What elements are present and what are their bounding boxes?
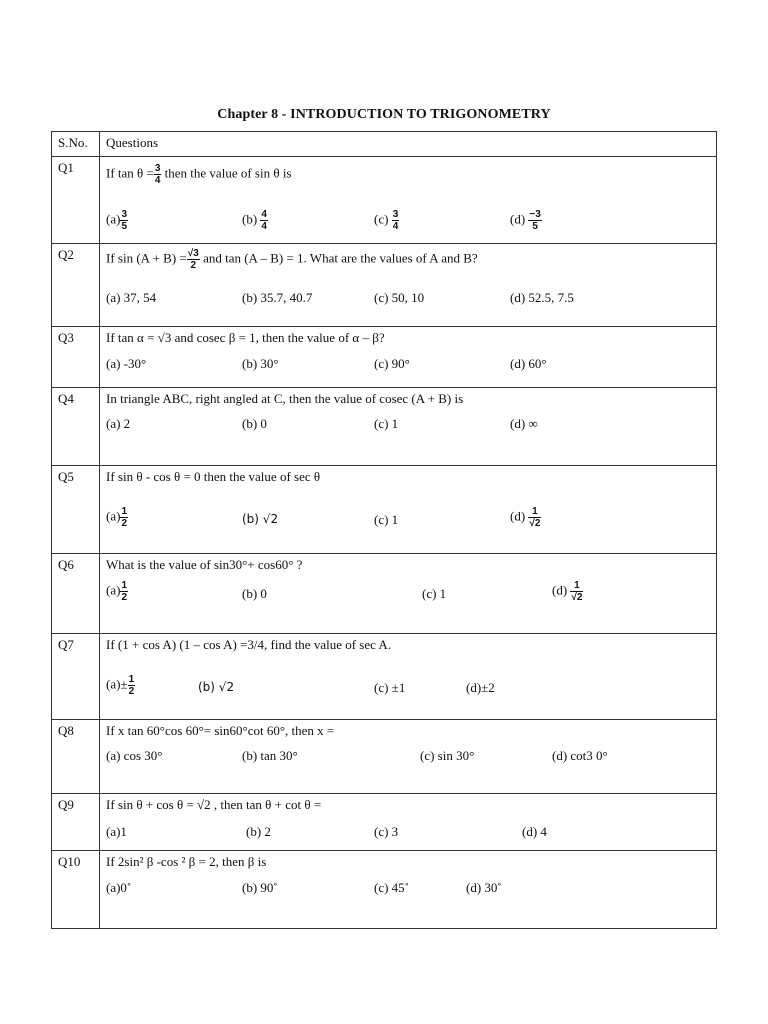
option-c: (c) 45˚ [374,880,410,895]
option-b: (b) 0 [242,416,267,431]
option-d: (d) cot3 0° [552,748,608,763]
option-a: (a) $\frac{1}{2}$ [106,580,127,603]
option-b: (b) 2 [246,824,271,839]
question-number: Q6 [52,554,100,634]
question-number: Q2 [52,244,100,327]
table-header-row [52,132,717,157]
option-c: (c) 1 [422,586,447,601]
option-b: (b) 30° [242,356,279,371]
option-a: (a)± $\frac{1}{2}$ [106,674,135,697]
option-b: (b) 0 [242,586,267,601]
option-d: (d) 4 [522,824,547,839]
option-b: (b) √2 [198,680,235,694]
question-number: Q9 [52,794,100,851]
option-a: (a)1 [106,824,127,839]
option-a: (a) 2 [106,416,131,431]
option-d: (d) 60° [510,356,547,371]
table-row [52,388,717,466]
question-number: Q10 [52,851,100,929]
table-row [52,157,717,244]
table-row [52,244,717,327]
option-c: (c) 1 [374,512,399,527]
question-number: Q7 [52,634,100,720]
question-text: What is the value of sin30°+ cos60° ? [106,557,303,572]
option-b: (b) 90˚ [242,880,278,895]
option-d: (d) $\frac{1}{√2}$ [510,506,541,529]
option-d: (d)±2 [466,680,495,695]
table-row [52,466,717,554]
page-title: Chapter 8 - INTRODUCTION TO TRIGONOMETRY [217,107,551,122]
option-c: (c) 3 [374,824,399,839]
option-a: (a) $\frac{3}{5}$ [106,209,127,232]
option-d: (d) $\frac{1}{√2}$ [552,580,583,603]
option-c: (c) ±1 [374,680,406,695]
option-a: (a) $\frac{1}{2}$ [106,506,127,529]
header-questions: Questions [100,132,717,157]
option-a: (a) -30° [106,356,147,371]
option-b: (b) $\frac{4}{4}$ [242,209,267,232]
option-b: (b) √2 [242,512,279,526]
question-text: If x tan 60°cos 60°= sin60°cot 60°, then x = [106,723,335,738]
table-row [52,327,717,388]
table-row [52,794,717,851]
option-c: (c) $\frac{3}{4}$ [374,209,399,232]
option-a: (a) cos 30° [106,748,163,763]
option-c: (c) 90° [374,356,410,371]
question-text: If tan α = √3 and cosec β = 1, then the value of α – β? [106,330,385,345]
option-a: (a)0˚ [106,880,132,895]
question-text: In triangle ABC, right angled at C, then the value of cosec (A + B) is [106,391,464,406]
option-d: (d) $\frac{-3}{5}$ [510,209,541,232]
question-number: Q8 [52,720,100,794]
table-row [52,554,717,634]
question-text: If sin (A + B) = $\frac{√3}{2}$ and tan (A – B) = 1. What are the values of A and B? [106,248,478,271]
question-text: If tan θ = $\frac{3}{4}$ then the value of sin θ is [106,163,292,186]
question-text: If 2sin² β -cos ² β = 2, then β is [106,854,267,869]
option-d: (d) ∞ [510,416,538,431]
question-number: Q4 [52,388,100,466]
question-number: Q3 [52,327,100,388]
table-row [52,720,717,794]
question-text: If sin θ + cos θ = √2 , then tan θ + cot θ = [106,797,322,812]
option-d: (d) 30˚ [466,880,502,895]
question-number: Q1 [52,157,100,244]
option-b: (b) 35.7, 40.7 [242,290,313,305]
table-row [52,634,717,720]
option-d: (d) 52.5, 7.5 [510,290,574,305]
option-c: (c) 1 [374,416,399,431]
question-number: Q5 [52,466,100,554]
option-c: (c) sin 30° [420,748,475,763]
header-sno: S.No. [52,132,100,157]
option-a: (a) 37, 54 [106,290,157,305]
option-c: (c) 50, 10 [374,290,425,305]
question-text: If (1 + cos A) (1 – cos A) =3/4, find the value of sec A. [106,637,392,652]
table-row [52,851,717,929]
question-text: If sin θ - cos θ = 0 then the value of sec θ [106,469,321,484]
option-b: (b) tan 30° [242,748,298,763]
questions-table [51,131,717,929]
